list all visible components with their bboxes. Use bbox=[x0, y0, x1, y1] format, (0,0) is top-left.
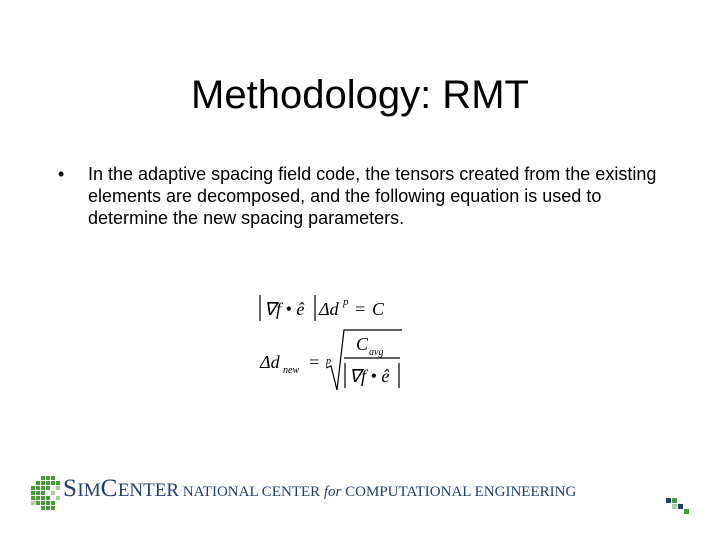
equation-graphic bbox=[256, 288, 416, 396]
eq2-denominator: ∇f • ê bbox=[349, 366, 390, 386]
eq1-exponent: p bbox=[343, 296, 349, 308]
equations bbox=[256, 288, 416, 401]
eq2-numerator-subscript: avg bbox=[369, 347, 384, 358]
eq1-rhs: C bbox=[372, 299, 385, 319]
logo-sim-rest: IM bbox=[77, 480, 101, 501]
logo-sim-initial: S bbox=[63, 475, 78, 502]
corner-decoration-icon bbox=[664, 496, 690, 521]
eq1-delta-term: Δd bbox=[319, 299, 339, 319]
bullet-marker: • bbox=[58, 164, 65, 184]
logo-center-rest: ENTER bbox=[117, 480, 180, 501]
logo-tagline-for: for bbox=[323, 484, 342, 500]
logo-grid-icon bbox=[27, 474, 63, 514]
corner-squares-icon bbox=[664, 496, 690, 516]
eq1-vector-term: ∇f • ê bbox=[264, 299, 305, 319]
eq2-equals: = bbox=[308, 352, 321, 372]
eq2-delta-term: Δd bbox=[260, 352, 280, 372]
bullet-list bbox=[58, 163, 678, 229]
simcenter-wordmark bbox=[63, 475, 577, 503]
simcenter-logo-icon bbox=[27, 474, 63, 519]
logo-center-initial: C bbox=[100, 475, 118, 502]
bullet-item bbox=[58, 163, 678, 229]
eq1-equals: = bbox=[354, 299, 367, 319]
eq2-numerator: C bbox=[356, 334, 369, 354]
eq2-subscript: new bbox=[283, 365, 300, 376]
bullet-text: In the adaptive spacing field code, the tensors created from the existing elements are decomposed, and the following equation is used to determine the new spacing parameters. bbox=[88, 164, 657, 228]
slide-title: Methodology: RMT bbox=[191, 73, 529, 117]
eq2-root-index: p bbox=[326, 356, 331, 367]
logo-tagline-part1: NATIONAL CENTER bbox=[182, 484, 324, 500]
logo-tagline-part2: COMPUTATIONAL ENGINEERING bbox=[341, 484, 577, 500]
